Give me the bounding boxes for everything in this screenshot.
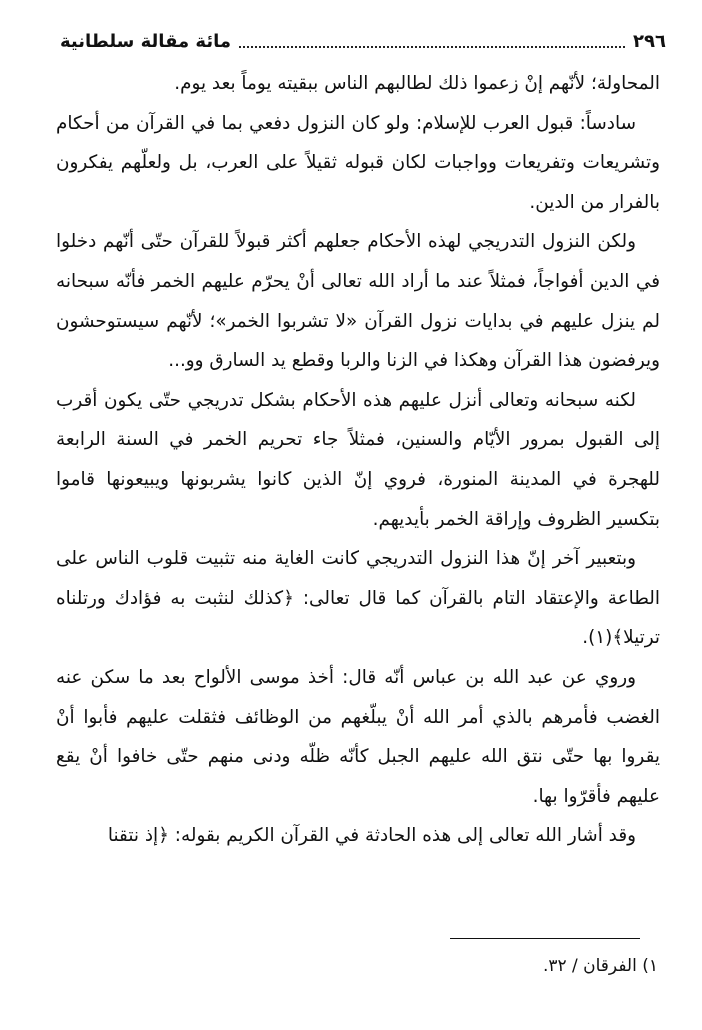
running-header xyxy=(60,26,666,56)
page-body xyxy=(56,64,660,856)
paragraph: وقد أشار الله تعالى إلى هذه الحادثة في القرآن الكريم بقوله: ﴿إذ نتقنا xyxy=(107,825,636,847)
footnote: ١) الفرقان / ٣٢. xyxy=(542,956,658,976)
paragraph: وبتعبير آخر إنّ هذا النزول التدريجي كانت الغاية منه تثبيت قلوب الناس على الطاعة والإعتقاد التام بالقرآن كما قال تعالى: ﴿كذلك لنثبت به فؤادك ورتلناه ترتيلا﴾(١). xyxy=(56,548,660,649)
paragraph: ولكن النزول التدريجي لهذه الأحكام جعلهم أكثر قبولاً للقرآن حتّى أنّهم دخلوا في الدين أفواجاً، فمثلاً عند ما أراد الله تعالى أنْ يحرّم عليهم الخمر فأنّه سبحانه لم ينزل عليهم في بدايات نزول القرآن «لا تشربوا الخمر»؛ لأنّهم سيستوحشون ويرفضون هذا القرآن وهكذا في الزنا والربا وقطع يد السارق وو... xyxy=(56,231,660,372)
page-number: ٢٩٦ xyxy=(633,30,666,52)
header-dot-leader xyxy=(239,34,625,48)
paragraph: لكنه سبحانه وتعالى أنزل عليهم هذه الأحكام بشكل تدريجي حتّى يكون أقرب إلى القبول بمرور الأيّام والسنين، فمثلاً جاء تحريم الخمر في السنة الرابعة للهجرة في المدينة المنورة، فروي إنّ الذين كانوا يشربونها ويبيعونها قاموا بتكسير الظروف وإراقة الخمر بأيديهم. xyxy=(56,389,660,530)
paragraph: سادساً: قبول العرب للإسلام: ولو كان النزول دفعي بما في القرآن من أحكام وتشريعات وتفريعات وواجبات لكان قبوله ثقيلاً على العرب، بل ولعلّهم يفكرون بالفرار من الدين. xyxy=(56,112,660,213)
paragraph: المحاولة؛ لأنّهم إنْ زعموا ذلك لطالبهم الناس ببقيته يوماً بعد يوم. xyxy=(174,73,660,94)
book-title: مائة مقالة سلطانية xyxy=(60,30,232,52)
footnote-divider xyxy=(450,938,640,939)
paragraph: وروي عن عبد الله بن عباس أنّه قال: أخذ موسى الألواح بعد ما سكن عنه الغضب فأمرهم بالذي أمر الله أنْ يبلّغهم من الوظائف فثقلت عليهم فأبوا أنْ يقروا بها حتّى نتق الله عليهم الجبل كأنّه ظلّه ودنى منهم حتّى خافوا أنْ يقع عليهم فأقرّوا بها. xyxy=(56,666,660,807)
